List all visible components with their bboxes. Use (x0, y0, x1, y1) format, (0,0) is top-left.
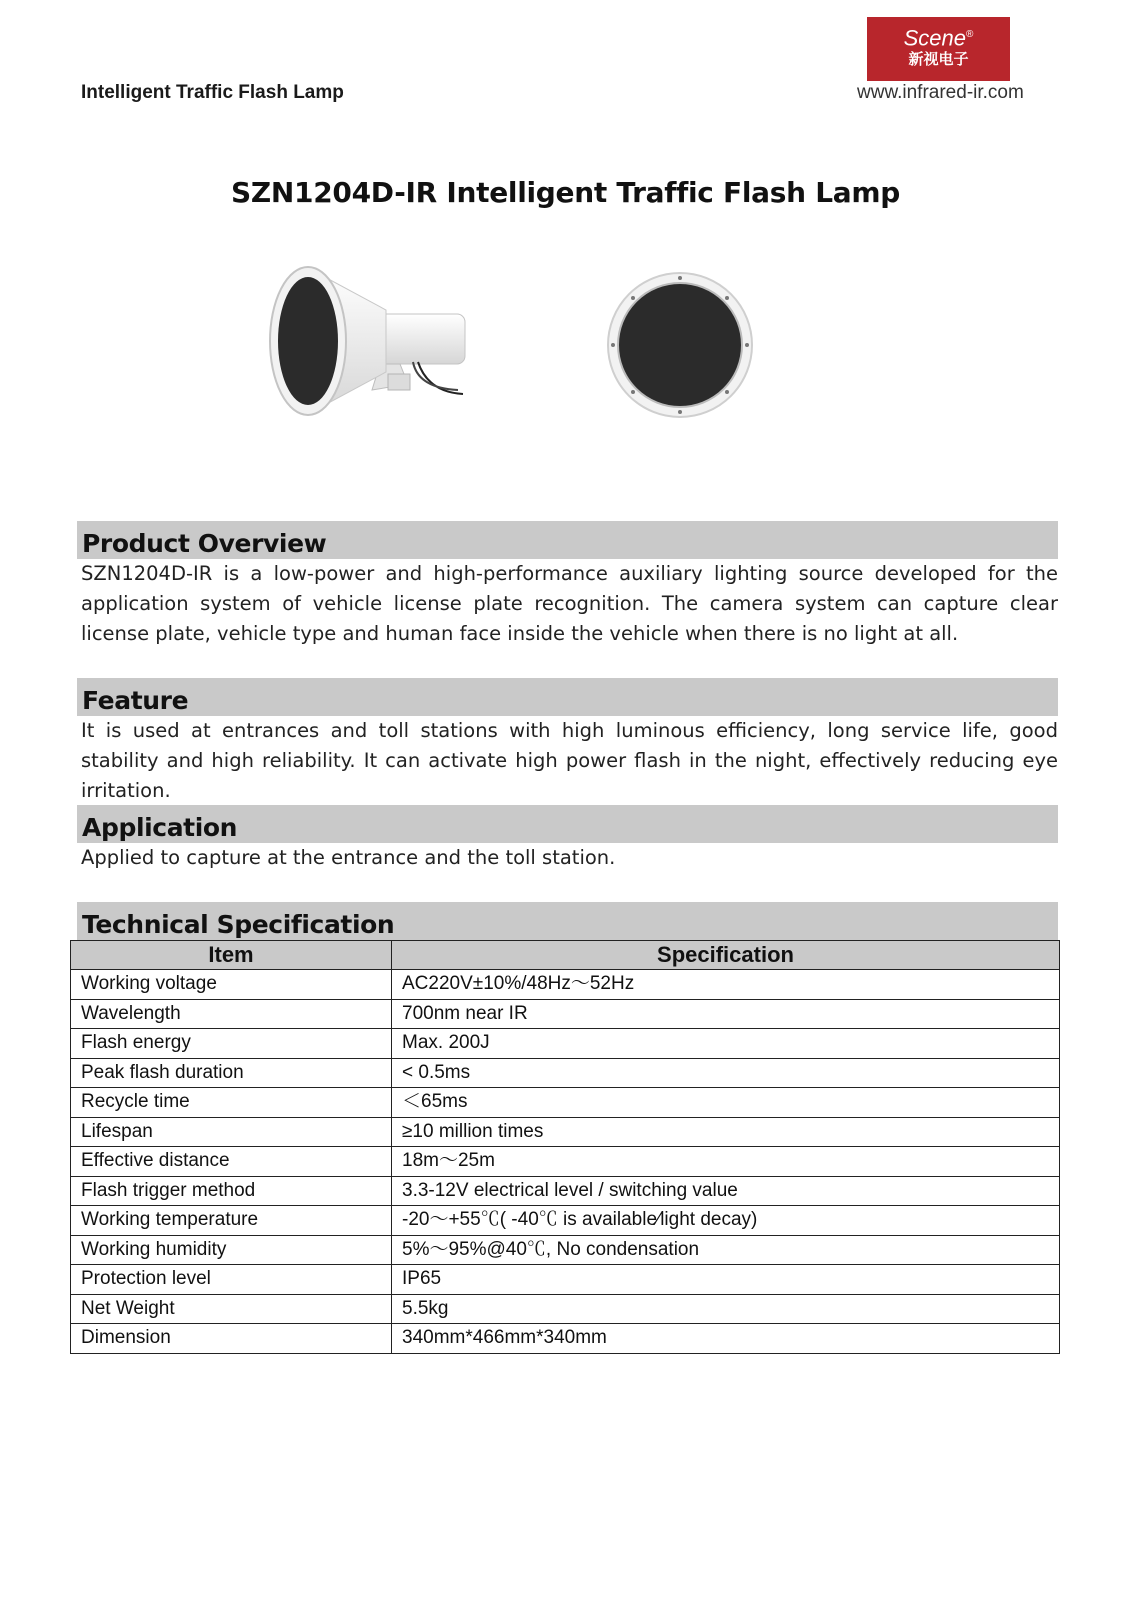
table-row (71, 1235, 1060, 1265)
spec-value: AC220V±10%/48Hz～52Hz (392, 970, 1060, 1000)
lamp-side-view-image (268, 262, 488, 422)
spec-value: ≥10 million times (392, 1117, 1060, 1147)
section-heading: Technical Specification (82, 910, 395, 939)
spec-value: 5.5kg (392, 1294, 1060, 1324)
spec-item: Net Weight (71, 1294, 392, 1324)
table-row (71, 1324, 1060, 1354)
table-row (71, 1147, 1060, 1177)
table-row (71, 1206, 1060, 1236)
spec-item: Recycle time (71, 1088, 392, 1118)
spec-value: 700nm near IR (392, 999, 1060, 1029)
spec-item: Flash trigger method (71, 1176, 392, 1206)
table-row (71, 1176, 1060, 1206)
table-row (71, 999, 1060, 1029)
spec-item: Working voltage (71, 970, 392, 1000)
spec-item: Wavelength (71, 999, 392, 1029)
feature-text: It is used at entrances and toll stations with high luminous efficiency, long service life, good stability and high reliability. It can activate high power flash in the night, effectively reducing eye irritation. (81, 719, 1058, 802)
product-overview-text: SZN1204D-IR is a low-power and high-performance auxiliary lighting source developed for the application system of vehicle license plate recognition. The camera system can capture clear license plate, vehicle type and human face inside the vehicle when there is no light at all. (81, 562, 1058, 645)
spec-item: Peak flash duration (71, 1058, 392, 1088)
document-title: SZN1204D-IR Intelligent Traffic Flash Lamp (231, 176, 900, 209)
table-row (71, 1294, 1060, 1324)
spec-value: Max. 200J (392, 1029, 1060, 1059)
application-text: Applied to capture at the entrance and the toll station. (81, 846, 616, 869)
spec-value: -20～+55℃( -40℃ is available∕light decay) (392, 1206, 1060, 1236)
spec-item: Effective distance (71, 1147, 392, 1177)
spec-value: 5%～95%@40℃, No condensation (392, 1235, 1060, 1265)
spec-item: Lifespan (71, 1117, 392, 1147)
spec-item: Flash energy (71, 1029, 392, 1059)
spec-item: Working humidity (71, 1235, 392, 1265)
spec-table-header-row (71, 941, 1060, 970)
section-heading: Product Overview (82, 529, 327, 558)
table-row (71, 1088, 1060, 1118)
spec-value: IP65 (392, 1265, 1060, 1295)
brand-logo (867, 17, 1010, 81)
column-header-item: Item (71, 941, 392, 970)
registered-mark: ® (966, 29, 974, 40)
table-row (71, 1265, 1060, 1295)
logo-wordmark: Scene (903, 25, 966, 51)
spec-item: Working temperature (71, 1206, 392, 1236)
spec-value: ＜65ms (392, 1088, 1060, 1118)
column-header-specification: Specification (392, 941, 1060, 970)
spec-value: 3.3-12V electrical level / switching value (392, 1176, 1060, 1206)
table-row (71, 1117, 1060, 1147)
header-title: Intelligent Traffic Flash Lamp (81, 82, 344, 103)
spec-value: 340mm*466mm*340mm (392, 1324, 1060, 1354)
website-url[interactable]: www.infrared-ir.com (857, 82, 1024, 103)
spec-value: 18m～25m (392, 1147, 1060, 1177)
table-row (71, 1058, 1060, 1088)
spec-table (70, 940, 1060, 1354)
section-heading: Feature (82, 686, 189, 715)
section-header-application (77, 805, 1058, 843)
lamp-front-view-image (605, 270, 755, 420)
spec-item: Dimension (71, 1324, 392, 1354)
section-heading: Application (82, 813, 238, 842)
table-row (71, 970, 1060, 1000)
section-header-product-overview (77, 521, 1058, 559)
section-header-feature (77, 678, 1058, 716)
spec-value: < 0.5ms (392, 1058, 1060, 1088)
table-row (71, 1029, 1060, 1059)
logo-chinese-name: 新视电子 (908, 51, 969, 69)
spec-item: Protection level (71, 1265, 392, 1295)
section-header-technical-specification (77, 902, 1058, 940)
